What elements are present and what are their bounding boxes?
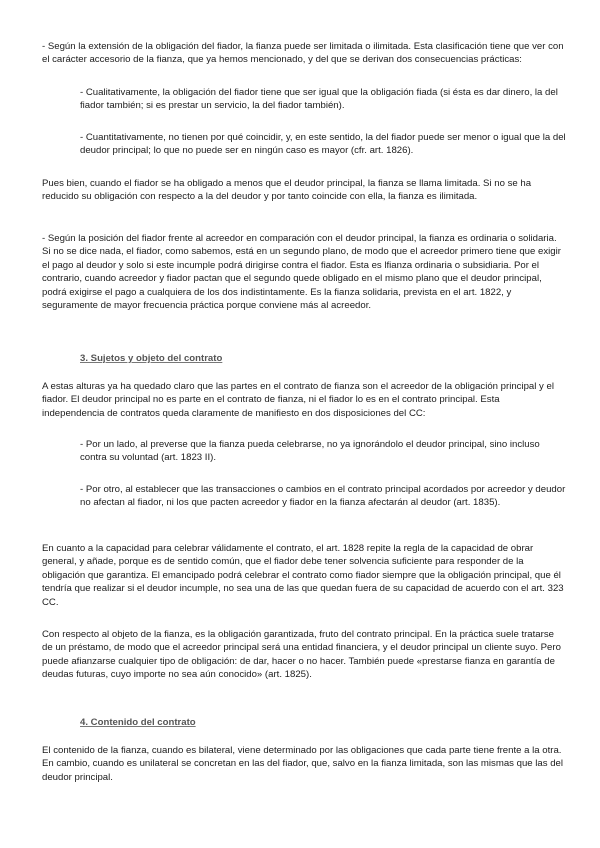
paragraph-extension: - Según la extensión de la obligación del fiador, la fianza puede ser limitada o ilimitada. Esta clasificación tiene que ver con el carácter accesorio de la fianza, que ya hemos mencionado, y del que se derivan dos consecuencias prácticas: [42, 41, 564, 66]
paragraph-objeto: Con respecto al objeto de la fianza, es la obligación garantizada, fruto del contrato principal. En la práctica suele tratarse de un préstamo, de modo que el acreedor principal será una entidad financiera, y el deudor principal un cliente suyo. Pero puede afianzarse cualquier tipo de obligación: de dar, hacer o no hacer. También puede «prestarse fianza en garantía de deudas futuras, cuyo importe no sea aún conocido» (art. 1825). [42, 629, 561, 681]
paragraph-contenido: El contenido de la fianza, cuando es bilateral, viene determinado por las obligaciones que cada parte tiene frente a la otra. En cambio, cuando es unilateral se concretan en las del fiador, que, salvo en la fianza limitada, son las mismas que las del deudor principal. [42, 745, 564, 783]
section-heading-4: 4. Contenido del contrato [80, 717, 196, 728]
paragraph-por-un-lado: - Por un lado, al preverse que la fianza pueda celebrarse, no ya ignorándolo el deudor principal, sino incluso contra su voluntad (art. 1823 II). [80, 439, 540, 464]
paragraph-cualitativamente: - Cualitativamente, la obligación del fiador tiene que ser igual que la obligación fiada (si ésta es dar dinero, la del fiador también; si es prestar un servicio, la del fiador también). [80, 87, 558, 112]
paragraph-partes: A estas alturas ya ha quedado claro que las partes en el contrato de fianza son el acreedor de la obligación principal y el fiador. El deudor principal no es parte en el contrato de fianza, ni el fiador lo es en el contrato principal. Esta independencia de contratos queda claramente de manifiesto en dos disposiciones del CC: [42, 381, 554, 419]
paragraph-capacidad: En cuanto a la capacidad para celebrar válidamente el contrato, el art. 1828 repite la regla de la capacidad de obrar general, y añade, porque es de sentido común, que el fiador debe tener solvencia suficiente para responder de la obligación que garantiza. El emancipado podrá celebrar el contrato como fiador siempre que la obligación principal, que él tendría que realizar si el deudor incumple, no sea una de las que quedan fuera de su capacidad de acuerdo con el art. 323 CC. [42, 543, 564, 608]
paragraph-posicion: - Según la posición del fiador frente al acreedor en comparación con el deudor principal, la fianza es ordinaria o solidaria. Si no se dice nada, el fiador, como sabemos, está en un segundo plano, de modo que el acreedor primero tiene que exigir el pago al deudor y solo si este incumple podrá dirigirse contra el fiador. Esta es lfianza ordinaria o subsidiaria. Por el contrario, cuando acreedor y fiador pactan que el segundo quede obligado en el mismo plano que el deudor principal, podrá exigirse el pago a cualquiera de los dos indistintamente. Es la fianza solidaria, prevista en el art. 1822, y seguramente de mayor frecuencia práctica porque conviene más al acreedor. [42, 233, 561, 312]
paragraph-limitada: Pues bien, cuando el fiador se ha obligado a menos que el deudor principal, la fianza se llama limitada. Si no se ha reducido su obligación con respecto a la del deudor y por tanto coincide con ella, la fianza es ilimitada. [42, 178, 532, 203]
paragraph-cuantitativamente: - Cuantitativamente, no tienen por qué coincidir, y, en este sentido, la del fiador puede ser menor o igual que la del deudor principal; lo que no puede ser en ningún caso es mayor (cfr. art. 1826). [80, 132, 566, 157]
section-heading-3: 3. Sujetos y objeto del contrato [80, 353, 223, 364]
paragraph-por-otro: - Por otro, al establecer que las transacciones o cambios en el contrato principal acordados por acreedor y deudor no afectan al fiador, ni los que pacten acreedor y fiador en la fianza afectarán al deudor (art. 1835). [80, 484, 566, 509]
